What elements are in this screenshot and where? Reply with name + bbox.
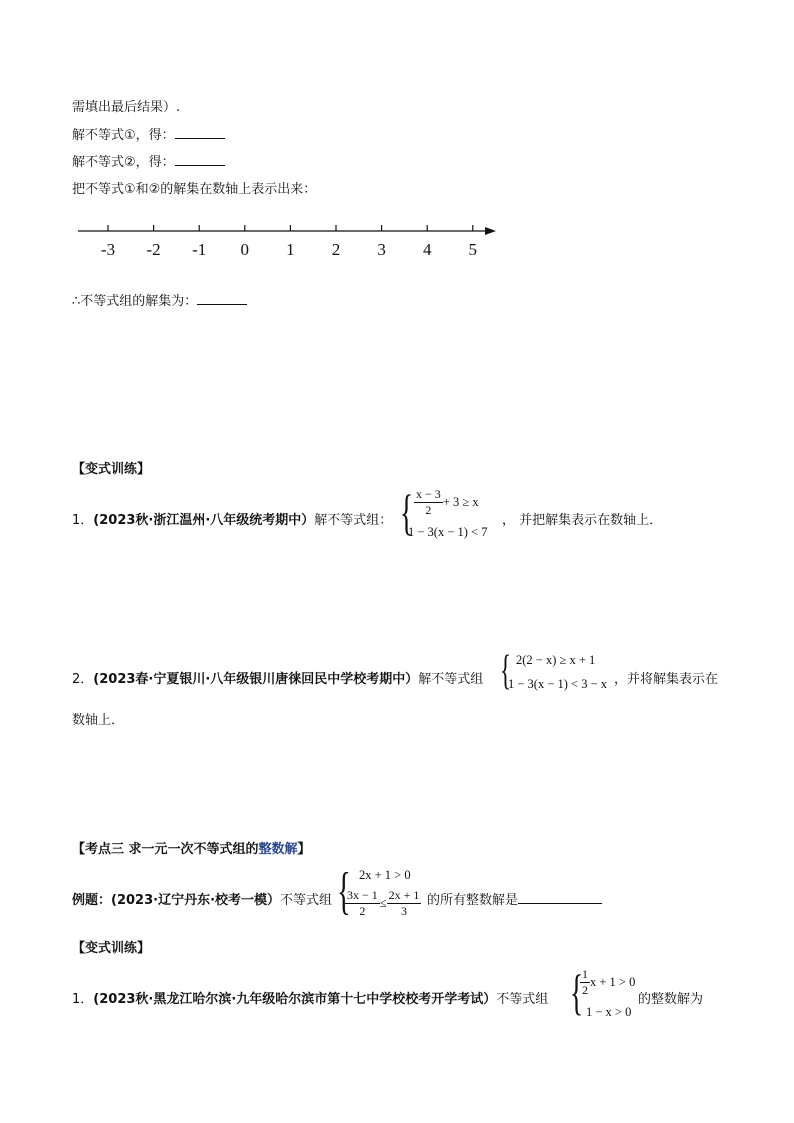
question-tail: ，并将解集表示在: [614, 672, 719, 687]
inequality-2: 1 − 3(x − 1) < 7: [408, 525, 488, 539]
section-header-text: 【考点三 求一元一次不等式组的: [72, 842, 259, 857]
question-source: (2023秋·黑龙江哈尔滨·九年级哈尔滨市第十七中学校校考开学考试）: [93, 992, 497, 1007]
inequality-1: 2x + 1 > 0: [359, 868, 411, 882]
question-text: 解不等式组：: [314, 513, 393, 528]
inequality-system: [570, 964, 642, 1025]
solve-inequality-2-line: [72, 151, 225, 170]
inequality-2: 1 − 3(x − 1) < 3 − x: [508, 677, 608, 691]
question-tail: [427, 889, 602, 908]
practice2-question1: [72, 988, 548, 1007]
brace-icon: {: [500, 648, 512, 694]
number-line-tick-label: -3: [100, 240, 116, 259]
number-line-tick-label: 1: [286, 240, 295, 259]
question-tail-continued: 数轴上．: [72, 713, 125, 728]
question-tail-text: 的所有整数解是: [427, 893, 519, 908]
intro-line: 需填出最后结果）.: [72, 100, 181, 115]
solve-inequality-1-label: 解不等式①，得：: [72, 128, 175, 143]
question-number: 2．: [72, 672, 94, 687]
brace-icon: {: [570, 964, 584, 1020]
inequality-system: [400, 484, 510, 545]
answer-blank[interactable]: [518, 891, 602, 904]
question-tail: 的整数解为: [638, 992, 704, 1007]
inequality-2: $\frac{3x - 1}{2}$ ≤ $\frac{2x + 1}{3}$: [347, 888, 420, 918]
practice1-question1: [72, 509, 392, 528]
solve-inequality-2-label: 解不等式②，得：: [72, 155, 175, 170]
question-text: 不等式组: [280, 893, 333, 908]
number-line-instruction: 把不等式①和②的解集在数轴上表示出来：: [72, 182, 317, 197]
number-line-tick-label: 2: [331, 240, 341, 259]
question-text: 解不等式组: [418, 672, 484, 687]
inequality-system: [337, 863, 431, 926]
solve-inequality-1-line: [72, 124, 225, 143]
section-header-highlight: 整数解: [258, 842, 298, 857]
question-source: (2023春·宁夏银川·八年级银川唐徕回民中学校考期中）: [93, 672, 419, 687]
brace-icon: {: [337, 863, 351, 920]
practice1-question2: [72, 668, 483, 687]
number-line-tick-label: -1: [192, 240, 207, 259]
answer-blank[interactable]: [175, 153, 225, 166]
question-tail: ， 并把解集表示在数轴上．: [502, 513, 663, 528]
number-line: [70, 212, 510, 262]
answer-blank[interactable]: [175, 126, 225, 139]
number-line-tick-label: 4: [422, 240, 432, 259]
practice-header: 【变式训练】: [72, 462, 151, 477]
inequality-system: [500, 648, 618, 697]
answer-blank[interactable]: [197, 292, 247, 305]
inequality-1: $\frac{1}{2}$ x + 1 > 0: [582, 967, 636, 997]
question-source: (2023·辽宁丹东·校考一模）: [111, 893, 281, 908]
number-line-tick-label: 5: [468, 240, 478, 259]
section-header-end: 】: [297, 842, 311, 857]
question-text: 不等式组: [496, 992, 549, 1007]
question-number: 1．: [72, 513, 94, 528]
conclusion-line: [72, 290, 247, 309]
question-number: 1．: [72, 992, 94, 1007]
number-line-tick-label: -2: [146, 240, 161, 259]
section-header: [72, 838, 311, 857]
brace-icon: {: [400, 484, 414, 540]
practice-header: 【变式训练】: [72, 941, 151, 956]
inequality-2: 1 − x > 0: [586, 1005, 632, 1019]
arrow-icon: [485, 227, 496, 235]
conclusion-label: ∴不等式组的解集为：: [72, 294, 198, 309]
inequality-1: $\frac{x - 3}{2}$ + 3 ≥ x: [416, 487, 479, 517]
number-line-tick-label: 0: [240, 240, 250, 259]
example-question: [72, 889, 332, 908]
question-source: (2023秋·浙江温州·八年级统考期中）: [93, 513, 315, 528]
inequality-1: 2(2 − x) ≥ x + 1: [516, 653, 596, 667]
example-label: 例题：: [72, 893, 112, 908]
number-line-tick-label: 3: [377, 240, 386, 259]
